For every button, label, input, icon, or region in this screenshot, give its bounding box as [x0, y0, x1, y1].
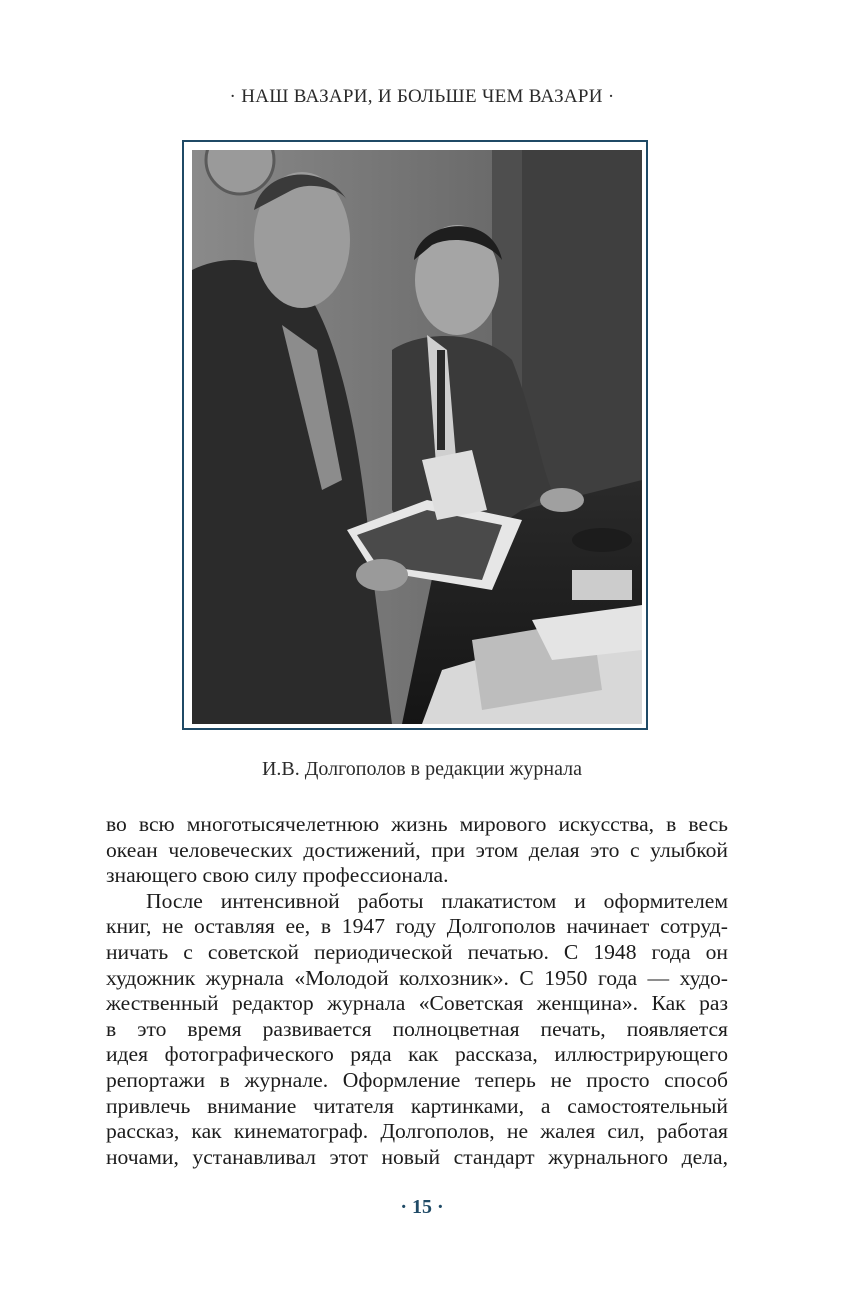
- text-line: репортажи в журнале. Оформление теперь не просто способ: [106, 1067, 728, 1092]
- text-line: художник журнала «Молодой колхозник». С 1950 года — худо-: [106, 965, 728, 990]
- photo-frame: [182, 140, 648, 730]
- text-line: океан человеческих достижений, при этом делая это с улыбкой: [106, 837, 728, 862]
- running-header: · НАШ ВАЗАРИ, И БОЛЬШЕ ЧЕМ ВАЗАРИ ·: [229, 86, 615, 107]
- figure-caption: И.В. Долгополов в редакции журнала: [261, 758, 583, 780]
- text-line: идея фотографического ряда как рассказа, иллюстрирующего: [106, 1042, 728, 1067]
- archival-photograph: [192, 150, 642, 724]
- text-line: жественный редактор журнала «Советская женщина». Как раз: [106, 991, 728, 1016]
- text-line: во всю многотысячелетнюю жизнь мирового искусства, в весь: [106, 812, 728, 836]
- text-line: в это время развивается полноцветная печать, появляется: [106, 1016, 728, 1041]
- text-line: ночами, устанавливал этот новый стандарт журнального дела,: [106, 1144, 728, 1169]
- text-line: привлечь внимание читателя картинками, а самостоятельный: [106, 1093, 728, 1118]
- text-line: После интенсивной работы плакатистом и оформителем: [146, 888, 728, 913]
- text-line: рассказ, как кинематограф. Долгополов, не жалея сил, работая: [106, 1119, 728, 1144]
- page-number: · 15 ·: [400, 1196, 444, 1218]
- photo-illustration: [192, 150, 642, 724]
- text-line: знающего свою силу профессионала.: [106, 863, 449, 888]
- body-text: [106, 812, 728, 1170]
- text-line: книг, не оставляя ее, в 1947 году Долгополов начинает сотруд-: [106, 914, 728, 939]
- text-line: ничать с советской периодической печатью. С 1948 года он: [106, 939, 728, 964]
- paragraph-1: [106, 812, 728, 889]
- paragraph-2: [106, 889, 728, 1171]
